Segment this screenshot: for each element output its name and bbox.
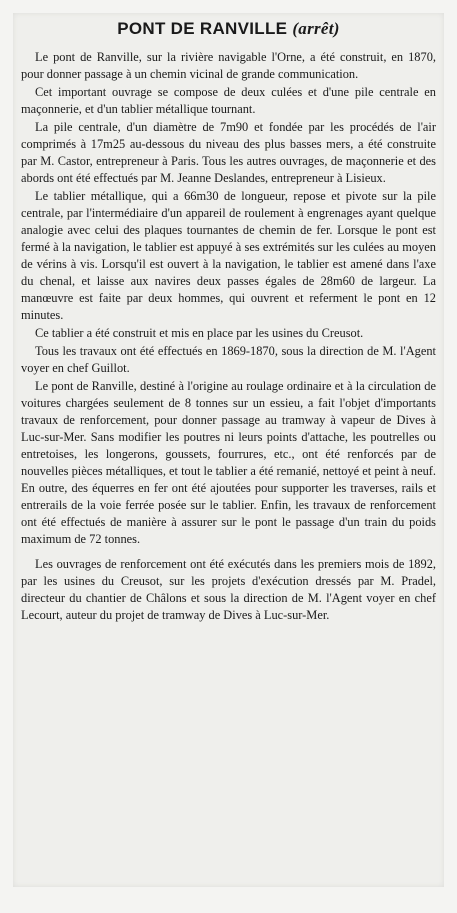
paragraph-2: Cet important ouvrage se compose de deux culées et d'une pile centrale en maçonnerie, et d'un tablier métallique tournant. [21,85,436,116]
paragraph-4: Le tablier métallique, qui a 66m30 de longueur, repose et pivote sur la pile centrale, par l'intermédiaire d'un appareil de roulement à engrenages ayant quelque analogie avec celui des plaques tournantes de chemin de fer. Lorsque le pont est fermé à la navigation, le tablier est appuyé à ses extrémités sur les culées au moyen de vérins à vis. Lorsqu'il est ouvert à la navigation, le tablier est amené dans l'axe du chenal, et laisse aux navires deux passes égales de 28m60 de largeur. La manœuvre est faite par deux hommes, qui ouvrent et referment le pont en 12 minutes. [21,189,436,322]
paragraph-3: La pile centrale, d'un diamètre de 7m90 et fondée par les procédés de l'air comprimés à 17m25 au-dessous du niveau des plus basses mers, a été construite par M. Castor, entrepreneur à Paris. Tous les autres ouvrages, de maçonnerie et des abords ont été effectués par M. Jeanne Deslandes, entrepreneur à Lisieux. [21,120,436,185]
paragraph-5: Ce tablier a été construit et mis en place par les usines du Creusot. [35,326,364,340]
paragraph-6: Tous les travaux ont été effectués en 1869-1870, sous la direction de M. l'Agent voyer en chef Guillot. [21,344,436,375]
title-note: (arrêt) [292,19,340,38]
paragraph-8: Les ouvrages de renforcement ont été exécutés dans les premiers mois de 1892, par les usines du Creusot, sur les projets d'exécution dressés par M. Pradel, directeur du chantier de Châlons et sous la direction de M. l'Agent voyer en chef Lecourt, auteur du projet de tramway de Dives à Luc-sur-Mer. [21,557,436,622]
paragraph-7: Le pont de Ranville, destiné à l'origine au roulage ordinaire et à la circulation de voitures chargées seulement de 8 tonnes sur un essieu, a fait l'objet d'importants travaux de renforcement, pour donner passage au tramway à vapeur de Dives à Luc-sur-Mer. Sans modifier les poutres ni leurs points d'attache, les poutrelles ou entretoises, les longerons, goussets, fourrures, etc., ont été renforcés par de nouvelles pièces métalliques, et tout le tablier a été remanié, nettoyé et peint à neuf. En outre, des équerres en fer ont été ajoutées pour supporter les traverses, rails et entrerails de la voie ferrée posée sur le tablier. Enfin, les travaux de renforcement ont été effectués de manière à assurer sur le pont le passage d'un train du poids maximum de 72 tonnes. [21,379,436,546]
document-page [13,13,444,887]
article [21,19,436,624]
paragraph-1: Le pont de Ranville, sur la rivière navigable l'Orne, a été construit, en 1870, pour donner passage à un chemin vicinal de grande communication. [21,50,436,81]
title-text: PONT DE RANVILLE [117,19,288,38]
article-title [21,19,436,39]
